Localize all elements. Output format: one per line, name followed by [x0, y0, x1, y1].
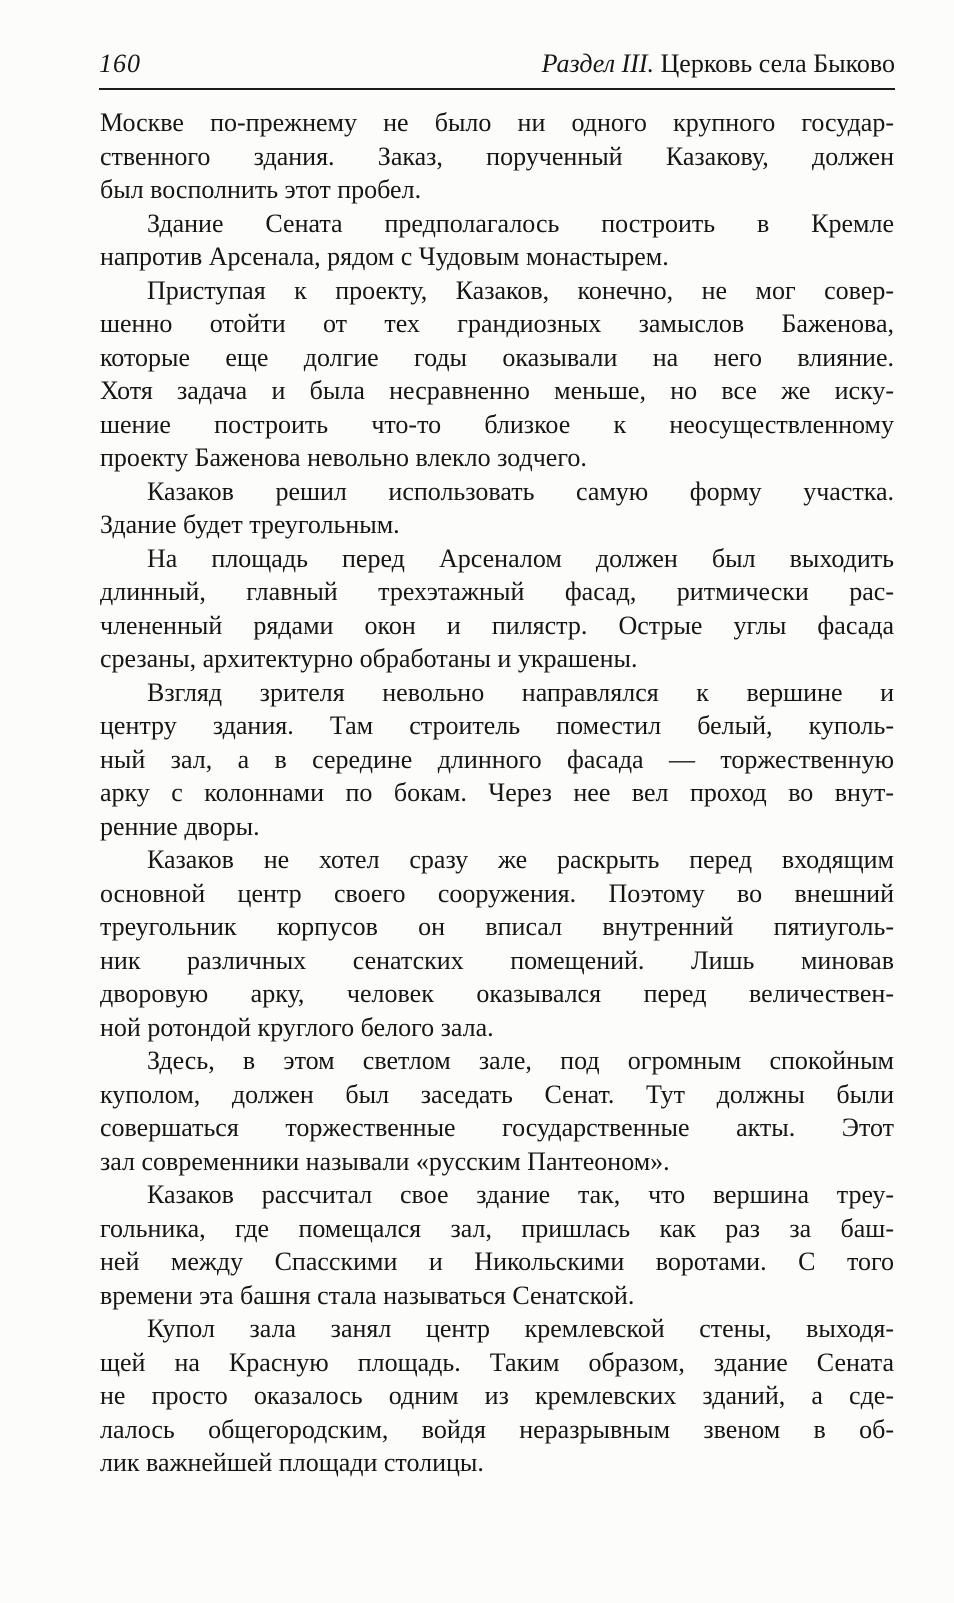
text-line: Здесь, в этом светлом зале, под огромным спокойным: [147, 1046, 894, 1075]
text-line: Москве по-прежнему не было ни одного крупного государ-: [100, 108, 894, 137]
paragraph: [100, 676, 894, 844]
text-line: напротив Арсенала, рядом с Чудовым монастырем.: [100, 242, 669, 271]
paragraph: [100, 1178, 894, 1312]
text-line: Здание Сената предполагалось построить в Кремле: [147, 208, 894, 238]
text-line: ной ротондой круглого белого зала.: [100, 1012, 494, 1042]
text-line: зал современники называли «русским Пантеоном».: [100, 1146, 670, 1176]
text-line: лик важнейшей площади столицы.: [100, 1448, 484, 1477]
text-line: куполом, должен был заседать Сенат. Тут должны были: [100, 1079, 894, 1109]
text-line: члененный рядами окон и пилястр. Острые углы фасада: [100, 610, 894, 640]
paragraph: [100, 207, 894, 274]
text-line: Взгляд зрителя невольно направлялся к вершине и: [147, 677, 894, 707]
text-line: Приступая к проекту, Казаков, конечно, не мог совер-: [147, 275, 894, 305]
text-line: проекту Баженова невольно влекло зодчего.: [100, 443, 587, 472]
section-label: Раздел III.: [541, 49, 655, 78]
text-line: гольника, где помещался зал, пришлась как раз за баш-: [100, 1213, 894, 1243]
text-line: которые еще долгие годы оказывали на него влияние.: [100, 342, 894, 372]
chapter-title: Церковь села Быково: [660, 49, 895, 78]
text-line: Купол зала занял центр кремлевской стены, выходя-: [147, 1314, 894, 1343]
text-line: ный зал, а в середине длинного фасада — торжественную: [100, 744, 894, 774]
text-line: щей на Красную площадь. Таким образом, здание Сената: [100, 1347, 894, 1377]
text-body: [100, 106, 894, 1480]
text-line: лалось общегородским, войдя неразрывным звеном в об-: [100, 1414, 894, 1444]
text-line: ник различных сенатских помещений. Лишь миновав: [100, 945, 894, 975]
text-line: арку с колоннами по бокам. Через нее вел проход во внут-: [100, 778, 894, 807]
text-line: времени эта башня стала называться Сенатской.: [100, 1280, 635, 1310]
text-line: шенно отойти от тех грандиозных замыслов Баженова,: [100, 309, 894, 338]
text-line: дворовую арку, человек оказывался перед величествен-: [100, 979, 894, 1008]
text-line: ней между Спасскими и Никольскими воротами. С того: [100, 1247, 894, 1276]
running-title: [542, 48, 895, 80]
text-line: Хотя задача и была несравненно меньше, но все же иску-: [100, 376, 894, 405]
text-line: не просто оказалось одним из кремлевских зданий, а сде-: [100, 1381, 894, 1410]
paragraph: [100, 106, 894, 207]
text-line: шение построить что-то близкое к неосуществленному: [100, 409, 894, 439]
paragraph: [100, 1044, 894, 1178]
text-line: ственного здания. Заказ, порученный Казакову, должен: [100, 141, 894, 171]
paragraph: [100, 542, 894, 676]
text-line: На площадь перед Арсеналом должен был выходить: [147, 543, 894, 573]
text-line: Казаков рассчитал свое здание так, что вершина треу-: [147, 1180, 894, 1209]
text-line: ренние дворы.: [100, 811, 260, 841]
page-header: [99, 48, 895, 90]
paragraph: [100, 1312, 894, 1480]
paragraph: [100, 843, 894, 1044]
text-line: был восполнить этот пробел.: [100, 175, 422, 204]
text-line: центру здания. Там строитель поместил белый, куполь-: [100, 711, 894, 740]
paragraph: [100, 475, 894, 542]
text-line: длинный, главный трехэтажный фасад, ритмически рас-: [100, 577, 894, 606]
text-line: срезаны, архитектурно обработаны и украшены.: [100, 644, 638, 673]
text-line: Здание будет треугольным.: [100, 510, 400, 539]
paragraph: [100, 274, 894, 475]
page-number: 160: [99, 49, 141, 78]
text-line: треугольник корпусов он вписал внутренний пятиуголь-: [100, 912, 894, 941]
text-line: Казаков решил использовать самую форму участка.: [147, 476, 894, 506]
text-line: Казаков не хотел сразу же раскрыть перед входящим: [147, 845, 894, 874]
text-line: основной центр своего сооружения. Поэтому во внешний: [100, 878, 894, 908]
text-line: совершаться торжественные государственные акты. Этот: [100, 1113, 894, 1142]
